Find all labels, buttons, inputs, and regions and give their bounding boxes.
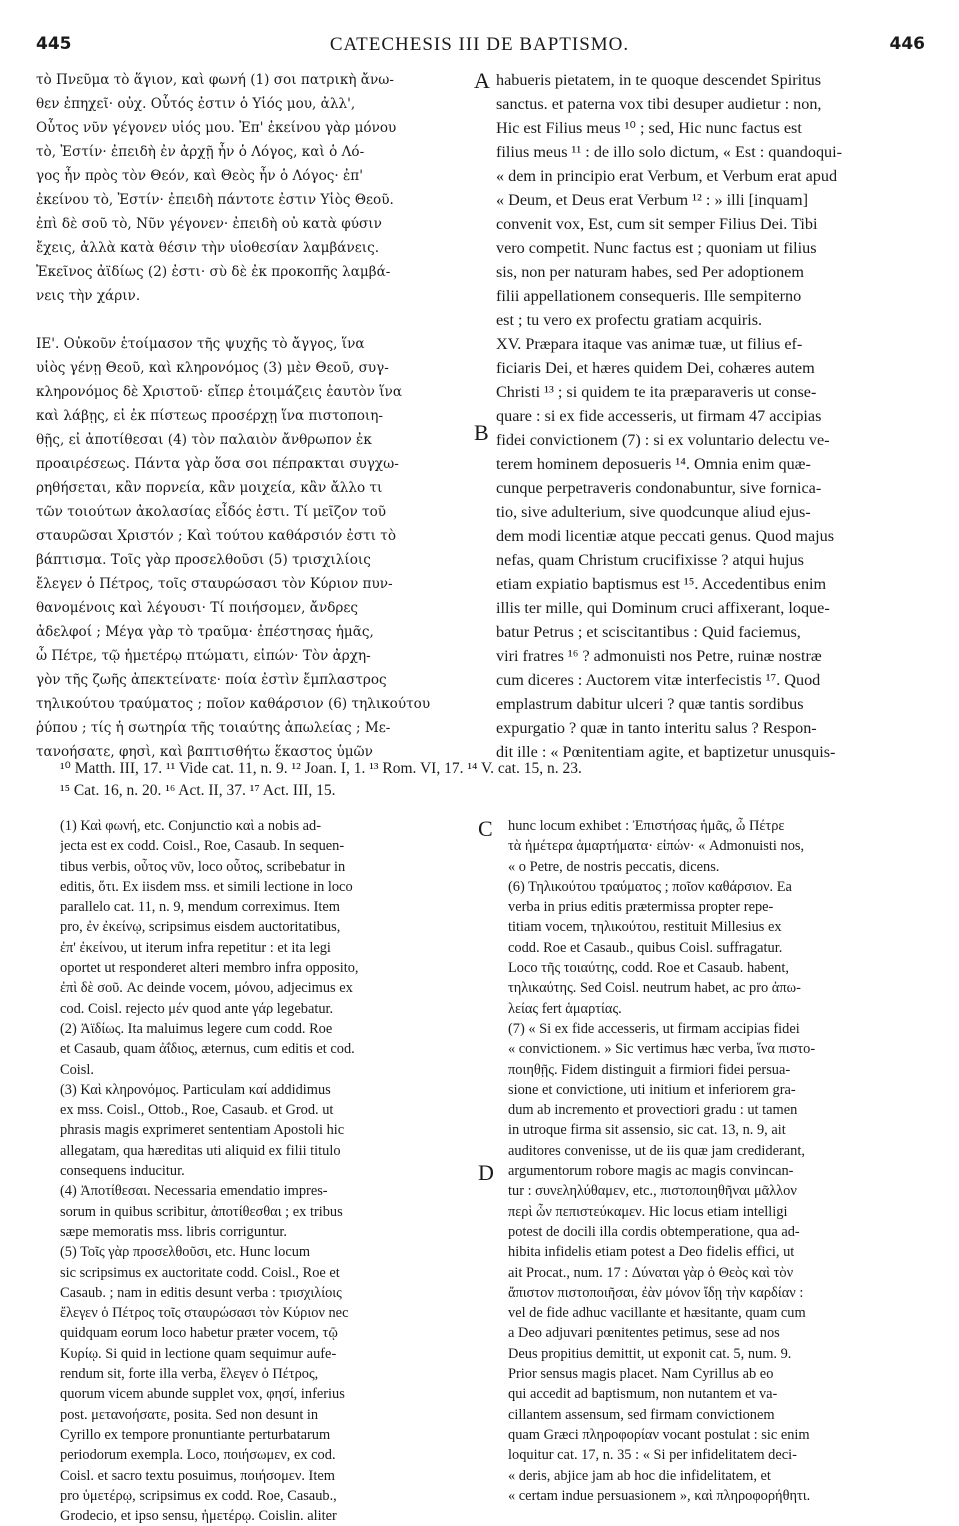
note-line: « o Petre, de nostris peccatis, dicens. (508, 858, 720, 875)
greek-text-line: θῇς, εἰ ἀποτίθεσαι (4) τὸν παλαιὸν ἄνθρωπον ἐκ (36, 432, 372, 448)
note-line: titiam vocem, τηλικούτου, restituit Millesius ex (508, 919, 782, 936)
note-line: et Casaub, quam ἀΐδιος, æternus, cum editis et cod. (60, 1041, 355, 1058)
greek-text-line: ρηθήσεται, κἂν πορνεία, κἂν μοιχεία, κἂν ἄλλο τι (36, 480, 383, 496)
latin-text-line: XV. Præpara itaque vas animæ tuæ, ut filius ef- (496, 335, 803, 353)
note-line: editis, ὅτι. Ex iisdem mss. et simili lectione in loco (60, 878, 353, 895)
section-marker-d: D (478, 1160, 494, 1185)
note-line: Κυρίῳ. Si quid in lectione quam sequimur aufe- (60, 1345, 337, 1362)
greek-text-line (36, 308, 476, 332)
latin-text-line: batur Petrus ; et sciscitantibus : Quid faciemus, (496, 623, 801, 641)
greek-text-line: γος ἦν πρὸς τὸν Θεόν, καὶ Θεὸς ἦν ὁ Λόγος· ἐπ' (36, 168, 363, 184)
note-line: in utroque firma sit assensio, sic cat. 13, n. 9, ait (508, 1122, 786, 1139)
note-line: vel de fide adhuc vacillante et hæsitante, quam cum (508, 1305, 806, 1322)
latin-text-line: sis, non per naturam habes, sed Per adoptionem (496, 263, 804, 281)
greek-text-line: τῶν τοιούτων ἀκολασίας εἶδός ἐστι. Τί μεῖζον τοῦ (36, 504, 387, 520)
greek-text-line: ῥύπου ; τίς ἡ σωτηρία τῆς τοιαύτης ἀπωλείας ; Με- (36, 720, 391, 736)
note-line: sorum in quibus scribitur, ἀποτίθεσθαι ; ex tribus (60, 1203, 343, 1220)
note-line: (7) « Si ex fide accesseris, ut firmam accipias fidei (508, 1020, 800, 1037)
note-line: Prior sensus magis placet. Nam Cyrillus ab eo (508, 1366, 774, 1383)
note-line: quam Græci πληροφορίαν vocant postulat : sic enim (508, 1426, 810, 1443)
latin-text-line: cunque perpetraveris condonabuntur, sive fornica- (496, 479, 822, 497)
note-line: Deus propitius demittit, ut exponit cat. 5, num. 9. (508, 1345, 792, 1362)
note-line: oportet ut responderet alteri membro infra opposito, (60, 960, 359, 977)
note-line: loquitur cat. 17, n. 35 : « Si per infidelitatem deci- (508, 1447, 797, 1464)
note-line: a Deo adjuvari pœnitentes petimus, sese ad nos (508, 1325, 780, 1342)
latin-text-line: emplastrum dabitur ulceri ? quæ tantis sordibus (496, 695, 804, 713)
note-line: Casaub. ; nam in editis desunt verba : τρισχιλίοις (60, 1284, 342, 1301)
note-line: phrasis magis exprimeret sententiam Apostoli hic (60, 1122, 345, 1139)
notes-left-column (60, 816, 478, 1526)
note-line: rendum sit, forte illa verba, ἔλεγεν ὁ Πέτρος, (60, 1366, 319, 1383)
note-line: dum ab incremento et provectiori gradu : ut tamen (508, 1102, 798, 1119)
latin-text-line: cum diceres : Auctorem vitæ interfecistis ¹⁷. Quod (496, 671, 821, 689)
note-line: cod. Coisl. rejecto μέν quod ante γάρ legebatur. (60, 1000, 334, 1017)
note-line: qui accedit ad baptismum, non nutantem et va- (508, 1386, 778, 1403)
latin-text-line: fidei convictionem (7) : si ex voluntario delectu ve- (496, 431, 830, 449)
latin-text-line: filius meus ¹¹ : de illo solo dictum, « Est : quandoqui- (496, 143, 843, 161)
greek-text-line: ἐκείνου τὸ, Ἐστίν· ἐπειδὴ πάντοτε ἐστιν Υἱὸς Θεοῦ. (36, 192, 394, 208)
latin-text-line: dit ille : « Pœnitentiam agite, et baptizetur unusquis- (496, 743, 836, 761)
note-line: τὰ ἡμέτερα ἁμαρτήματα· εἰπών· « Admonuisti nos, (508, 838, 805, 855)
section-marker-c: C (478, 816, 493, 841)
note-line: potest de docili illa cordis obtemperatione, qua ad- (508, 1223, 800, 1240)
latin-text-column (496, 68, 932, 764)
latin-text-line: « Deum, et Deus erat Verbum ¹² : » illi [inquam] (496, 191, 808, 209)
greek-text-line: τὸ Πνεῦμα τὸ ἅγιον, καὶ φωνή (1) σοι πατρικὴ ἄνω- (36, 72, 394, 88)
greek-text-line: νεις τὴν χάριν. (36, 288, 141, 304)
note-line: sæpe memoratis mss. libris corriguntur. (60, 1223, 288, 1240)
latin-text-line: tio, sive adulterium, sive quodcunque aliud ejus- (496, 503, 811, 521)
note-line: ἄπιστον πιστοποιῆσαι, ἐὰν μόνον ἴδῃ τὴν καρδίαν : (508, 1284, 804, 1301)
greek-text-line: ἐπὶ δὲ σοῦ τὸ, Νῦν γέγονεν· ἐπειδὴ οὐ κατὰ φύσιν (36, 216, 382, 232)
latin-text-line: expurgatio ? quæ in tanto interitu salus ? Respon- (496, 719, 817, 737)
note-line: (6) Τηλικούτου τραύματος ; ποῖον καθάρσιον. Ea (508, 878, 792, 895)
reference-footnotes (60, 758, 940, 802)
latin-text-line: ficiaris Dei, et hæres quidem Dei, cohæres autem (496, 359, 815, 377)
latin-text-line: Christi ¹³ ; si quidem te ita præparaveris ut conse- (496, 383, 817, 401)
note-line: Loco τῆς τοιαύτης, codd. Roe et Casaub. habent, (508, 960, 789, 977)
note-line: tur : συνεληλύθαμεν, etc., πιστοποιηθῆναι μᾶλλον (508, 1183, 797, 1200)
page-number-left: 445 (36, 34, 72, 54)
greek-text-line: προαιρέσεως. Πάντα γὰρ ὅσα σοι πέπρακται συγχω- (36, 456, 399, 472)
latin-text-line: etiam expiatio baptismus est ¹⁵. Accedentibus enim (496, 575, 827, 593)
latin-text-line: terem hominem deposueris ¹⁴. Omnia enim quæ- (496, 455, 811, 473)
greek-text-line: βάπτισμα. Τοῖς γὰρ προσελθοῦσι (5) τρισχιλίοις (36, 552, 371, 568)
note-line: pro, ἐν ἐκείνῳ, scripsimus eisdem auctoritatibus, (60, 919, 341, 936)
greek-text-line: ΙΕ'. Οὐκοῦν ἑτοίμασον τῆς ψυχῆς τὸ ἄγγος, ἵνα (36, 336, 365, 352)
greek-text-line: θεν ἐπηχεῖ· οὐχ. Οὗτός ἐστιν ὁ Υἱός μου, ἀλλ', (36, 96, 356, 112)
note-line: hibita infidelis etiam potest a Deo fidelis effici, ut (508, 1244, 795, 1261)
greek-text-line: Ἐκεῖνος ἀϊδίως (2) ἐστι· σὺ δὲ ἐκ προκοπῆς λαμβά- (36, 264, 391, 280)
note-line: codd. Roe et Casaub., quibus Coisl. suffragatur. (508, 939, 783, 956)
note-line: « deris, abjice jam ab hoc die infidelitatem, et (508, 1467, 771, 1484)
greek-text-line: τανοήσατε, φησὶ, καὶ βαπτισθήτω ἕκαστος ὑμῶν (36, 744, 373, 760)
note-line: quidquam eorum loco habetur præter vocem, τῷ (60, 1325, 338, 1342)
note-line: auditores convenisse, ut de iis quæ jam crediderant, (508, 1142, 805, 1159)
note-line: post. μετανοήσατε, posita. Sed non desunt in (60, 1406, 319, 1423)
reference-line: ¹⁵ Cat. 16, n. 20. ¹⁶ Act. II, 37. ¹⁷ Act. III, 15. (60, 782, 336, 799)
note-line: Coisl. et sacro textu posuimus, ποιήσομεν. Item (60, 1467, 335, 1484)
note-line: περὶ ὧν πεπιστεύκαμεν. Hic locus etiam intelligi (508, 1203, 788, 1220)
latin-text-line: « dem in principio erat Verbum, et Verbum erat apud (496, 167, 838, 185)
greek-text-line: Οὗτος νῦν γέγονεν υἱός μου. Ἐπ' ἐκείνου γὰρ μόνου (36, 120, 397, 136)
greek-text-line: ἔλεγεν ὁ Πέτρος, τοῖς σταυρώσασι τὸν Κύριον πυν- (36, 576, 393, 592)
notes-right-column (508, 816, 928, 1506)
greek-text-line: ἔχεις, ἀλλὰ κατὰ θέσιν τὴν υἱοθεσίαν λαμβάνεις. (36, 240, 380, 256)
greek-text-line: τηλικούτου τραύματος ; ποῖον καθάρσιον (6) τηλικούτου (36, 696, 431, 712)
note-line: τηλικαύτης. Sed Coisl. neutrum habet, ac pro ἀπω- (508, 980, 801, 997)
note-line: quorum vicem abunde supplet vox, φησί, inferius (60, 1386, 345, 1403)
latin-text-line: sanctus. et paterna vox tibi desuper audietur : non, (496, 95, 822, 113)
greek-text-line: ἀδελφοί ; Μέγα γὰρ τὸ τραῦμα· ἐπέστησας ἡμᾶς, (36, 624, 374, 640)
note-line: ποιηθῇς. Fidem distinguit a firmiori fidei persua- (508, 1061, 791, 1078)
section-marker-a: A (474, 68, 490, 93)
note-line: verba in prius editis prætermissa propter repe- (508, 899, 774, 916)
note-line: hunc locum exhibet : Ἐπιστήσας ἡμᾶς, ὦ Πέτρε (508, 818, 785, 834)
note-line: (3) Καὶ κληρονόμος. Particulam καί addidimus (60, 1081, 331, 1098)
note-line: (5) Τοῖς γὰρ προσελθοῦσι, etc. Hunc locum (60, 1244, 311, 1261)
section-marker-b: B (474, 420, 489, 445)
latin-text-line: viri fratres ¹⁶ ? admonuisti nos Petre, ruinæ nostræ (496, 647, 822, 665)
note-line: ἐπὶ δὲ σοῦ. Ac deinde vocem, μόνου, adjecimus ex (60, 980, 353, 997)
note-line: ait Procat., num. 17 : Δύναται γὰρ ὁ Θεὸς καὶ τὸν (508, 1264, 794, 1281)
reference-line: ¹⁰ Matth. III, 17. ¹¹ Vide cat. 11, n. 9. ¹² Joan. I, 1. ¹³ Rom. VI, 17. ¹⁴ V. cat. 15, n. 23. (60, 760, 582, 777)
greek-text-line: κληρονόμος δὲ Χριστοῦ· εἴπερ ἑτοιμάζεις ἑαυτὸν ἵνα (36, 384, 403, 400)
greek-text-line: σταυρῶσαι Χριστόν ; Καὶ τούτου καθάρσιόν ἐστι τὸ (36, 528, 397, 544)
note-line: « convictionem. » Sic vertimus hæc verba, ἵνα πιστο- (508, 1041, 816, 1058)
note-line: tibus verbis, οὗτος νῦν, loco οὗτος, scribebatur in (60, 858, 346, 875)
note-line: sione et convictione, uti initium et inferiorem gra- (508, 1081, 796, 1098)
page-header (28, 34, 931, 62)
note-line: Grodecio, et ipso sensu, ἡμετέρῳ. Coislin. aliter (60, 1508, 337, 1525)
latin-text-line: est ; tu vero ex profectu gratiam acquiris. (496, 311, 763, 329)
latin-text-line: nefas, quam Christum crucifixisse ? atqui hujus (496, 551, 804, 569)
latin-text-line: habueris pietatem, in te quoque descendet Spiritus (496, 71, 822, 89)
note-line: (1) Καὶ φωνή, etc. Conjunctio καὶ a nobis ad- (60, 818, 322, 834)
latin-text-line: Hic est Filius meus ¹⁰ ; sed, Hic nunc factus est (496, 119, 802, 137)
page-title: CATECHESIS III DE BAPTISMO. (329, 34, 630, 55)
latin-text-line: vero competit. Nunc factus est ; quoniam ut filius (496, 239, 817, 257)
note-line: ex mss. Coisl., Ottob., Roe, Casaub. et Grod. ut (60, 1102, 334, 1119)
note-line: sic scripsimus ex auctoritate codd. Coisl., Roe et (60, 1264, 340, 1281)
note-line: (2) Ἀϊδίως. Ita maluimus legere cum codd. Roe (60, 1020, 333, 1037)
note-line: pro ὑμετέρῳ, scripsimus ex codd. Roe, Casaub., (60, 1487, 337, 1504)
note-line: cillantem assensum, sed firmam convictionem (508, 1406, 775, 1423)
latin-text-line: convenit vox, Est, cum sit semper Filius Dei. Tibi (496, 215, 818, 233)
latin-text-line: illis ter mille, qui Dominum cruci affixerant, loque- (496, 599, 830, 617)
greek-text-column (36, 68, 476, 764)
note-line: ἔλεγεν ὁ Πέτρος τοῖς σταυρώσασι τὸν Κύριον nec (60, 1305, 349, 1322)
note-line: (4) Ἀποτίθεσαι. Necessaria emendatio impres- (60, 1183, 328, 1200)
latin-text-line: filii appellationem consequeris. Ille sempiterno (496, 287, 802, 305)
greek-text-line: καὶ λάβῃς, εἰ ἐκ πίστεως προσέρχῃ ἵνα πιστοποιη- (36, 408, 383, 424)
latin-text-line: quare : si ex fide accesseris, ut firmam 47 accipias (496, 407, 822, 425)
note-line: Cyrillo ex tempore pronuntiante perturbatarum (60, 1426, 331, 1443)
page-number-right: 446 (889, 34, 925, 54)
note-line: parallelo cat. 11, n. 9, mendum correximus. Item (60, 899, 340, 916)
greek-text-line: θανομένοις καὶ λέγουσι· Τί ποιήσομεν, ἄνδρες (36, 600, 359, 616)
latin-text-line: dem modi licentiæ atque peccati genus. Quod majus (496, 527, 835, 545)
greek-text-line: υἱὸς γένῃ Θεοῦ, καὶ κληρονόμος (3) μὲν Θεοῦ, συγ- (36, 360, 389, 376)
note-line: ἐπ' ἐκείνου, ut iterum infra repetitur : et ita legi (60, 939, 331, 956)
note-line: jecta est ex codd. Coisl., Roe, Casaub. In sequen- (60, 838, 345, 855)
greek-text-line: ὦ Πέτρε, τῷ ἡμετέρῳ πτώματι, εἰπών· Τὸν ἀρχη- (36, 648, 371, 664)
greek-text-line: τὸ, Ἐστίν· ἐπειδὴ ἐν ἀρχῇ ἦν ὁ Λόγος, καὶ ὁ Λό- (36, 144, 365, 160)
note-line: « certam indue persuasionem », καὶ πληροφορήθητι. (508, 1487, 811, 1504)
note-line: Coisl. (60, 1061, 94, 1078)
note-line: λείας fert ἁμαρτίας. (508, 1000, 622, 1017)
note-line: consequens inducitur. (60, 1163, 185, 1180)
greek-text-line: γὸν τῆς ζωῆς ἀπεκτείνατε· ποία ἐστὶν ἔμπλαστρος (36, 672, 387, 688)
note-line: periodorum exempla. Loco, ποιήσωμεν, ex cod. (60, 1447, 336, 1464)
note-line: argumentorum robore magis ac magis convincan- (508, 1163, 794, 1180)
note-line: allegatam, qua hæreditas uti aliquid ex filii titulo (60, 1142, 341, 1159)
